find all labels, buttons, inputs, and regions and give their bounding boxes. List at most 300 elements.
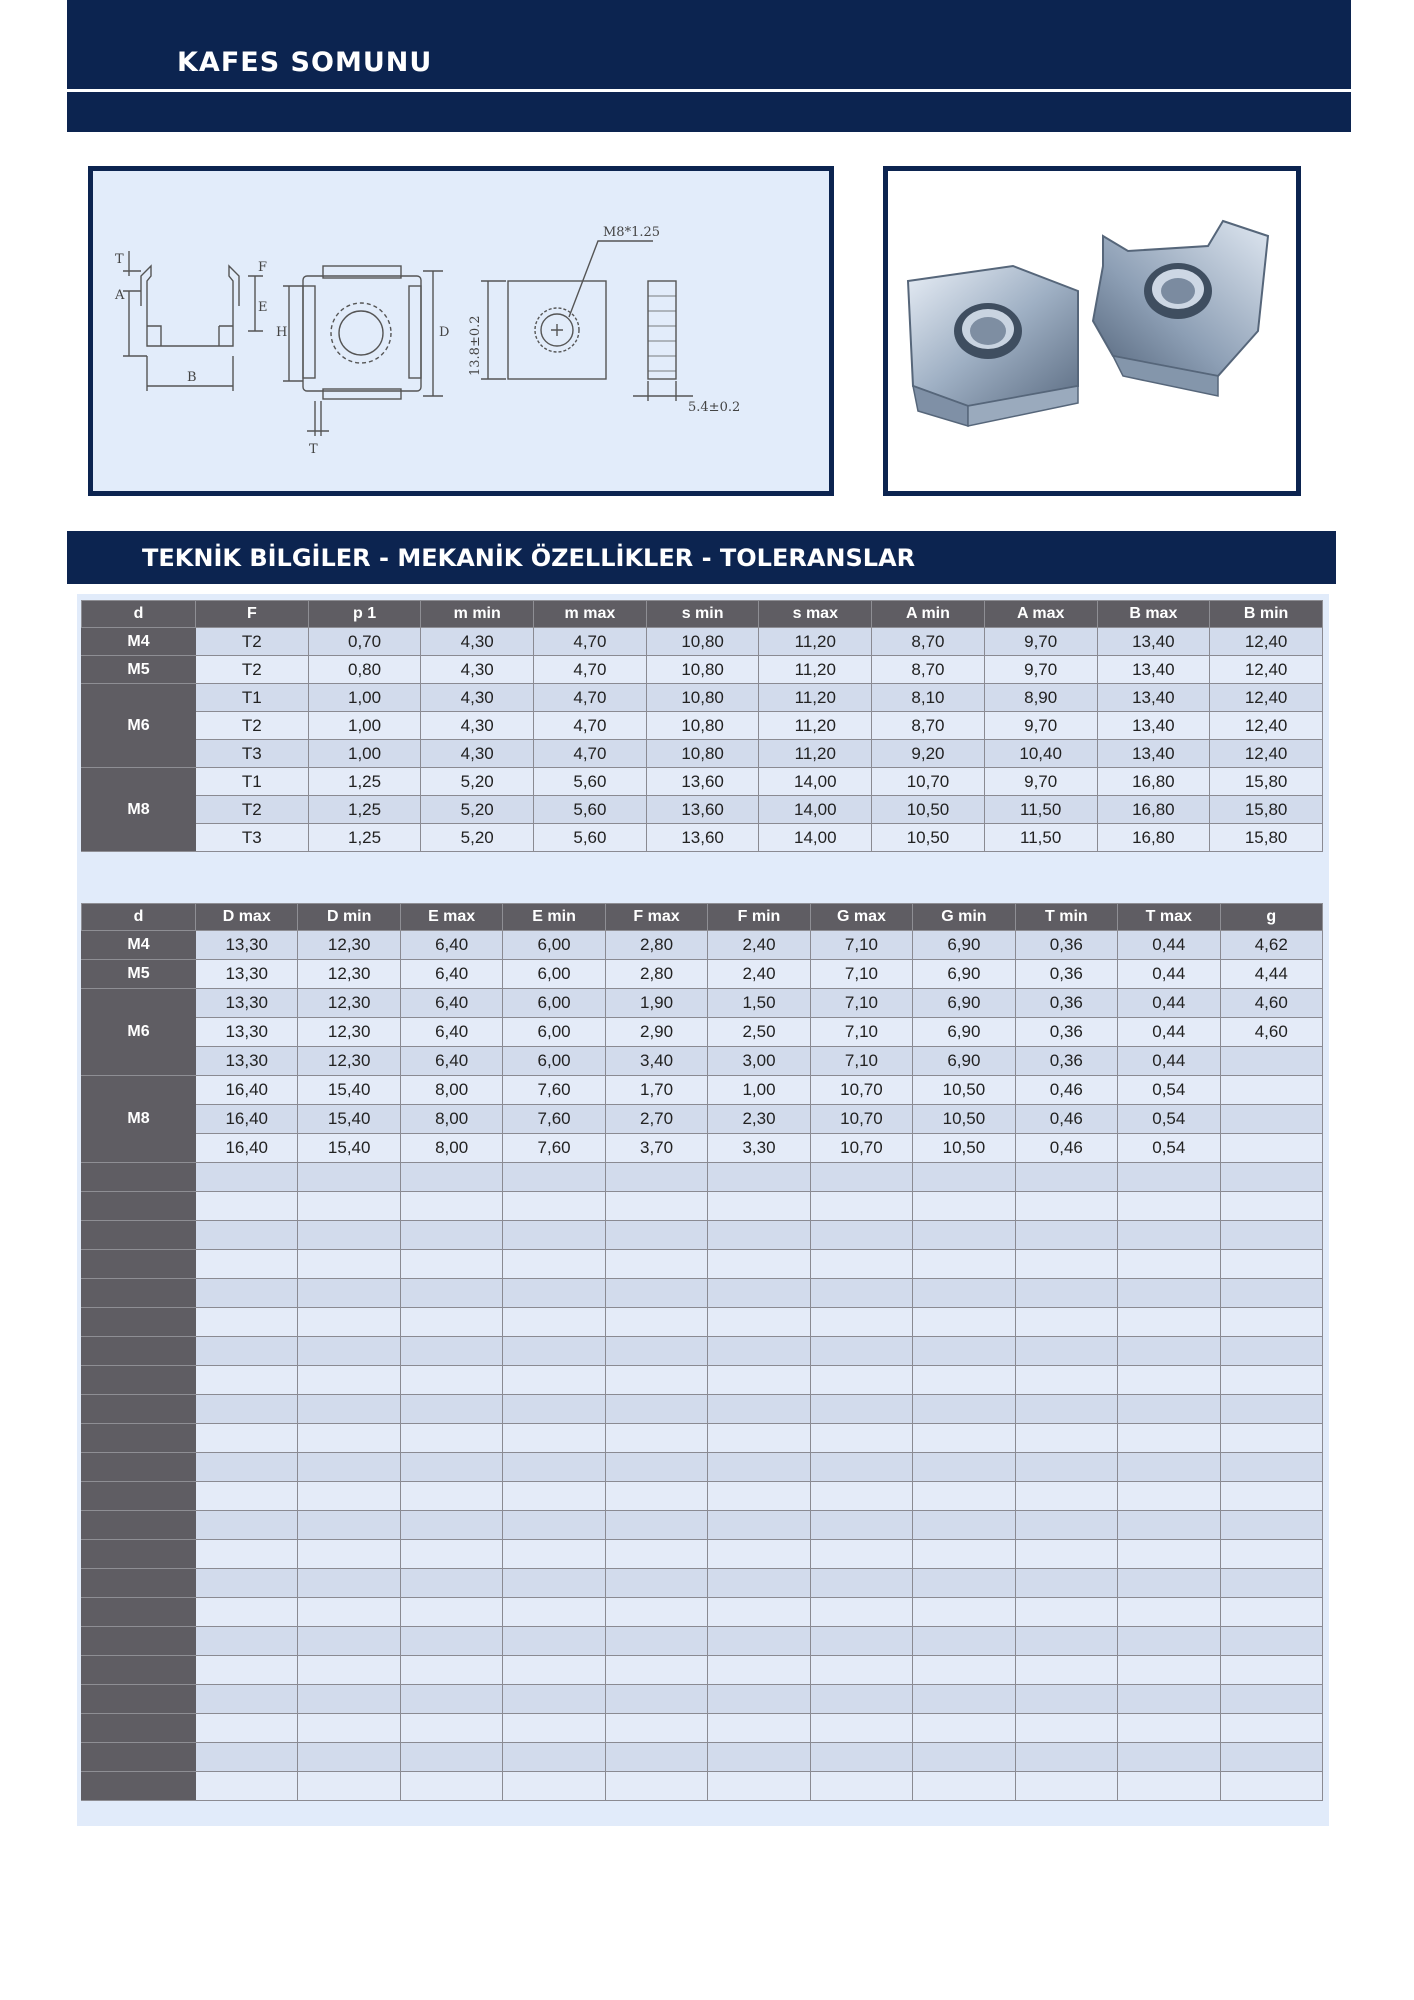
empty-table-row	[82, 1598, 1323, 1627]
table-cell: 8,10	[872, 684, 985, 712]
column-header: E min	[503, 904, 605, 931]
table-cell	[913, 1221, 1015, 1250]
table-cell: 0,70	[308, 628, 421, 656]
table-cell	[605, 1511, 707, 1540]
table-cell	[605, 1453, 707, 1482]
column-header: m max	[534, 601, 647, 628]
table-cell: 12,30	[298, 931, 400, 960]
table-cell	[503, 1627, 605, 1656]
table-cell	[605, 1337, 707, 1366]
table-cell	[605, 1279, 707, 1308]
table-cell	[503, 1250, 605, 1279]
table-cell	[1015, 1163, 1117, 1192]
table-cell	[1118, 1772, 1220, 1801]
table-cell	[605, 1192, 707, 1221]
dim-label-e: E	[258, 300, 268, 315]
table-cell: 2,50	[708, 1018, 810, 1047]
size-cell: M4	[82, 628, 196, 656]
table-cell	[1220, 1366, 1322, 1395]
empty-table-row	[82, 1453, 1323, 1482]
size-cell	[82, 1279, 196, 1308]
table-cell	[1220, 1192, 1322, 1221]
table-cell: T1	[196, 768, 309, 796]
table-cell	[400, 1366, 502, 1395]
table-cell	[298, 1192, 400, 1221]
table-cell	[913, 1192, 1015, 1221]
table-cell	[605, 1163, 707, 1192]
table-cell: T2	[196, 656, 309, 684]
table-cell: 10,80	[646, 656, 759, 684]
thickness-label: 5.4±0.2	[688, 400, 741, 415]
column-header: F	[196, 601, 309, 628]
column-header: G max	[810, 904, 912, 931]
table-cell: 10,50	[872, 824, 985, 852]
table-cell: 9,70	[984, 628, 1097, 656]
table-cell: 0,54	[1118, 1105, 1220, 1134]
table-cell	[503, 1453, 605, 1482]
table-cell	[298, 1569, 400, 1598]
table-cell	[1220, 1511, 1322, 1540]
table-cell: 14,00	[759, 768, 872, 796]
table-cell	[913, 1395, 1015, 1424]
table-cell: 8,00	[400, 1076, 502, 1105]
table-cell	[1015, 1279, 1117, 1308]
table-cell	[400, 1685, 502, 1714]
table-cell	[605, 1395, 707, 1424]
table-cell: 6,00	[503, 1047, 605, 1076]
table-cell	[503, 1308, 605, 1337]
table-cell	[708, 1743, 810, 1772]
column-header: F min	[708, 904, 810, 931]
empty-table-row	[82, 1395, 1323, 1424]
table-cell: 1,00	[308, 740, 421, 768]
table-cell: 0,46	[1015, 1105, 1117, 1134]
table-row	[82, 931, 1323, 960]
table-cell: 4,30	[421, 712, 534, 740]
table-cell	[400, 1627, 502, 1656]
column-header: E max	[400, 904, 502, 931]
table-cell	[913, 1772, 1015, 1801]
table-cell	[1220, 1395, 1322, 1424]
table-cell	[503, 1656, 605, 1685]
table-cell	[400, 1772, 502, 1801]
table-cell: 1,00	[708, 1076, 810, 1105]
table-cell: 7,10	[810, 989, 912, 1018]
table-cell	[1015, 1221, 1117, 1250]
table-cell	[605, 1685, 707, 1714]
table-cell	[196, 1453, 298, 1482]
table-cell	[810, 1627, 912, 1656]
table-cell	[196, 1395, 298, 1424]
table-cell	[1220, 1656, 1322, 1685]
table-cell	[1118, 1221, 1220, 1250]
table-cell	[298, 1453, 400, 1482]
column-header: D min	[298, 904, 400, 931]
table-cell	[913, 1540, 1015, 1569]
table-cell	[810, 1453, 912, 1482]
table-cell	[1015, 1366, 1117, 1395]
table-cell	[298, 1250, 400, 1279]
table-cell: 1,25	[308, 824, 421, 852]
table-cell	[503, 1569, 605, 1598]
table-cell: 6,00	[503, 1018, 605, 1047]
table-cell: 13,30	[196, 931, 298, 960]
empty-table-row	[82, 1743, 1323, 1772]
table-cell	[1015, 1772, 1117, 1801]
table-cell	[196, 1627, 298, 1656]
table-cell	[400, 1453, 502, 1482]
table-cell	[196, 1685, 298, 1714]
table-cell: 16,40	[196, 1134, 298, 1163]
table-cell	[1015, 1395, 1117, 1424]
table-cell: 7,60	[503, 1134, 605, 1163]
table-cell: T2	[196, 796, 309, 824]
table-row	[82, 1018, 1323, 1047]
table-cell: 4,70	[534, 684, 647, 712]
section-title: TEKNİK BİLGİLER - MEKANİK ÖZELLİKLER - TOLERANSLAR	[142, 544, 916, 572]
table-cell	[708, 1656, 810, 1685]
table-cell	[708, 1685, 810, 1714]
product-photo-panel	[883, 166, 1301, 496]
size-cell	[82, 1627, 196, 1656]
size-cell	[82, 1453, 196, 1482]
section-bar	[67, 531, 1336, 584]
table-cell	[708, 1163, 810, 1192]
table-cell	[196, 1308, 298, 1337]
table-cell	[400, 1337, 502, 1366]
table-cell	[1220, 1221, 1322, 1250]
table-cell	[298, 1685, 400, 1714]
table-cell: 0,44	[1118, 1018, 1220, 1047]
table-cell	[503, 1395, 605, 1424]
table-cell	[810, 1279, 912, 1308]
empty-table-row	[82, 1366, 1323, 1395]
size-cell	[82, 1656, 196, 1685]
spec-table-2	[81, 903, 1323, 1801]
table-cell: 9,70	[984, 712, 1097, 740]
table-cell: 5,20	[421, 768, 534, 796]
table-cell: 4,70	[534, 712, 647, 740]
table-cell	[196, 1279, 298, 1308]
table-cell: 6,00	[503, 989, 605, 1018]
table-cell	[1220, 1047, 1322, 1076]
table-cell: 4,30	[421, 656, 534, 684]
table-cell	[708, 1627, 810, 1656]
size-cell	[82, 1685, 196, 1714]
table-cell: 7,10	[810, 1047, 912, 1076]
table-cell: 10,80	[646, 684, 759, 712]
table-cell: 11,50	[984, 796, 1097, 824]
size-cell	[82, 1511, 196, 1540]
dim-label-a: A	[115, 288, 125, 303]
spec-table-1	[81, 600, 1323, 852]
table-cell	[913, 1598, 1015, 1627]
dim-label-h: H	[276, 325, 288, 340]
table-cell: 16,40	[196, 1105, 298, 1134]
table-cell: 16,80	[1097, 768, 1210, 796]
table-row	[82, 628, 1323, 656]
table-cell	[810, 1772, 912, 1801]
size-cell	[82, 1714, 196, 1743]
table-cell	[1118, 1366, 1220, 1395]
table-cell	[605, 1424, 707, 1453]
table-cell	[400, 1656, 502, 1685]
table-cell	[810, 1163, 912, 1192]
table-row	[82, 1105, 1323, 1134]
table-cell: 2,70	[605, 1105, 707, 1134]
table-cell: 0,46	[1015, 1134, 1117, 1163]
table-cell	[196, 1511, 298, 1540]
table-cell: 1,25	[308, 768, 421, 796]
table-cell	[400, 1511, 502, 1540]
column-header: s min	[646, 601, 759, 628]
table-row	[82, 1047, 1323, 1076]
empty-table-row	[82, 1482, 1323, 1511]
table-cell	[1015, 1540, 1117, 1569]
table-cell	[605, 1656, 707, 1685]
table-cell	[400, 1569, 502, 1598]
table-cell	[1118, 1279, 1220, 1308]
table-cell	[1015, 1714, 1117, 1743]
thread-label: M8*1.25	[603, 225, 661, 240]
table-cell: 10,80	[646, 628, 759, 656]
table-cell	[503, 1163, 605, 1192]
table-cell: 13,60	[646, 768, 759, 796]
table-cell	[708, 1395, 810, 1424]
table-cell	[1015, 1656, 1117, 1685]
table-cell: 12,30	[298, 960, 400, 989]
table-cell: 6,40	[400, 931, 502, 960]
table-cell	[810, 1366, 912, 1395]
table-cell: 10,70	[810, 1105, 912, 1134]
table-cell	[913, 1366, 1015, 1395]
table-cell: 5,60	[534, 796, 647, 824]
column-header: A max	[984, 601, 1097, 628]
table-cell: 1,50	[708, 989, 810, 1018]
table-cell	[1118, 1192, 1220, 1221]
table-cell: 5,60	[534, 824, 647, 852]
table-cell	[1220, 1714, 1322, 1743]
table-cell: 4,70	[534, 656, 647, 684]
empty-table-row	[82, 1627, 1323, 1656]
table-cell: 4,30	[421, 684, 534, 712]
table-cell: 2,90	[605, 1018, 707, 1047]
column-header: B max	[1097, 601, 1210, 628]
table-cell	[708, 1308, 810, 1337]
table-row	[82, 768, 1323, 796]
table-cell	[1118, 1453, 1220, 1482]
table-cell	[196, 1250, 298, 1279]
table-cell	[400, 1395, 502, 1424]
table-cell	[913, 1627, 1015, 1656]
table-cell	[913, 1714, 1015, 1743]
table-cell	[503, 1424, 605, 1453]
table-cell	[605, 1627, 707, 1656]
table-cell	[605, 1772, 707, 1801]
table-cell	[708, 1192, 810, 1221]
table-row	[82, 796, 1323, 824]
size-cell	[82, 1482, 196, 1511]
table-cell	[503, 1743, 605, 1772]
table-cell	[503, 1685, 605, 1714]
table-cell: 3,70	[605, 1134, 707, 1163]
table-cell: 11,20	[759, 656, 872, 684]
empty-table-row	[82, 1569, 1323, 1598]
empty-table-row	[82, 1511, 1323, 1540]
table-cell	[298, 1714, 400, 1743]
table-cell	[605, 1250, 707, 1279]
table-cell: 0,80	[308, 656, 421, 684]
table-cell	[196, 1714, 298, 1743]
table-cell: 4,62	[1220, 931, 1322, 960]
size-cell	[82, 1424, 196, 1453]
empty-table-row	[82, 1540, 1323, 1569]
size-cell	[82, 1308, 196, 1337]
table-cell: T2	[196, 712, 309, 740]
table-cell	[400, 1598, 502, 1627]
table-cell: 9,20	[872, 740, 985, 768]
table-row	[82, 1134, 1323, 1163]
table-cell	[810, 1540, 912, 1569]
table-cell	[298, 1598, 400, 1627]
table-cell	[196, 1743, 298, 1772]
table-cell: 6,90	[913, 989, 1015, 1018]
table-cell	[298, 1772, 400, 1801]
table-cell	[1015, 1743, 1117, 1772]
table-cell: 15,80	[1210, 768, 1323, 796]
column-header: F max	[605, 904, 707, 931]
table-row	[82, 712, 1323, 740]
table-cell	[298, 1743, 400, 1772]
size-cell	[82, 1598, 196, 1627]
table-cell	[1220, 1685, 1322, 1714]
table-cell	[1220, 1482, 1322, 1511]
table-cell: 13,40	[1097, 740, 1210, 768]
table-cell: 10,80	[646, 740, 759, 768]
size-cell	[82, 1337, 196, 1366]
table-cell	[298, 1221, 400, 1250]
table-cell: 0,44	[1118, 960, 1220, 989]
table-cell: 4,44	[1220, 960, 1322, 989]
table-cell	[1220, 1308, 1322, 1337]
size-cell	[82, 1743, 196, 1772]
table-cell	[1220, 1627, 1322, 1656]
table-cell	[913, 1482, 1015, 1511]
table-cell	[1220, 1743, 1322, 1772]
page-title: KAFES SOMUNU	[177, 47, 433, 78]
table-cell: 10,50	[913, 1076, 1015, 1105]
empty-table-row	[82, 1163, 1323, 1192]
technical-drawing-panel	[88, 166, 834, 496]
size-cell	[82, 1366, 196, 1395]
table-cell	[1015, 1308, 1117, 1337]
table-cell: 16,40	[196, 1076, 298, 1105]
table-cell: 7,10	[810, 931, 912, 960]
table-cell	[1220, 1076, 1322, 1105]
table-cell: 16,80	[1097, 796, 1210, 824]
table-cell: 0,44	[1118, 989, 1220, 1018]
table-cell	[1220, 1105, 1322, 1134]
table-cell	[400, 1221, 502, 1250]
table-cell	[708, 1598, 810, 1627]
table-cell	[913, 1163, 1015, 1192]
table-cell	[810, 1569, 912, 1598]
table-cell: 12,40	[1210, 740, 1323, 768]
table-cell	[298, 1366, 400, 1395]
empty-table-row	[82, 1250, 1323, 1279]
table-cell: 13,30	[196, 989, 298, 1018]
table-cell: 9,70	[984, 656, 1097, 684]
table-cell: 2,30	[708, 1105, 810, 1134]
column-header: G min	[913, 904, 1015, 931]
table-cell	[1220, 1163, 1322, 1192]
table-cell: 4,30	[421, 628, 534, 656]
table-cell: 15,80	[1210, 796, 1323, 824]
table-cell	[1015, 1598, 1117, 1627]
table-cell	[503, 1540, 605, 1569]
table-cell: 8,90	[984, 684, 1097, 712]
header-divider	[67, 89, 1351, 92]
table-cell: 6,00	[503, 931, 605, 960]
table-cell	[503, 1279, 605, 1308]
table-cell	[1118, 1627, 1220, 1656]
table-cell: 0,36	[1015, 1047, 1117, 1076]
table-cell	[196, 1337, 298, 1366]
table-cell: 10,70	[872, 768, 985, 796]
table-cell	[1220, 1453, 1322, 1482]
table-cell	[708, 1337, 810, 1366]
table-cell	[1220, 1424, 1322, 1453]
table-cell: 4,70	[534, 628, 647, 656]
table-cell	[1015, 1685, 1117, 1714]
empty-table-row	[82, 1308, 1323, 1337]
table-cell: 6,40	[400, 1018, 502, 1047]
table-cell	[1118, 1540, 1220, 1569]
cage-nut-right-icon	[1093, 221, 1268, 396]
table-cell: 13,40	[1097, 628, 1210, 656]
table-cell	[1220, 1134, 1322, 1163]
table-cell: 4,60	[1220, 989, 1322, 1018]
table-cell: 14,00	[759, 796, 872, 824]
height-label: 13.8±0.2	[468, 315, 483, 376]
table-cell	[605, 1714, 707, 1743]
table-row	[82, 684, 1323, 712]
table-row	[82, 740, 1323, 768]
table-cell	[503, 1714, 605, 1743]
size-cell: M5	[82, 960, 196, 989]
table-cell: 7,60	[503, 1076, 605, 1105]
table-cell: 13,40	[1097, 656, 1210, 684]
table-cell: 2,80	[605, 960, 707, 989]
table-cell	[913, 1656, 1015, 1685]
table-cell	[810, 1192, 912, 1221]
table-cell	[1118, 1685, 1220, 1714]
table-cell	[810, 1424, 912, 1453]
table-cell: 4,60	[1220, 1018, 1322, 1047]
table-cell	[1118, 1743, 1220, 1772]
table-cell	[605, 1482, 707, 1511]
table-cell	[196, 1192, 298, 1221]
table-cell	[196, 1656, 298, 1685]
table-cell	[503, 1337, 605, 1366]
table-cell: 8,00	[400, 1134, 502, 1163]
table-cell	[708, 1540, 810, 1569]
table-cell: 16,80	[1097, 824, 1210, 852]
table-cell	[1015, 1453, 1117, 1482]
table-cell: 12,30	[298, 1047, 400, 1076]
table-cell	[1015, 1627, 1117, 1656]
table-cell: 10,70	[810, 1076, 912, 1105]
